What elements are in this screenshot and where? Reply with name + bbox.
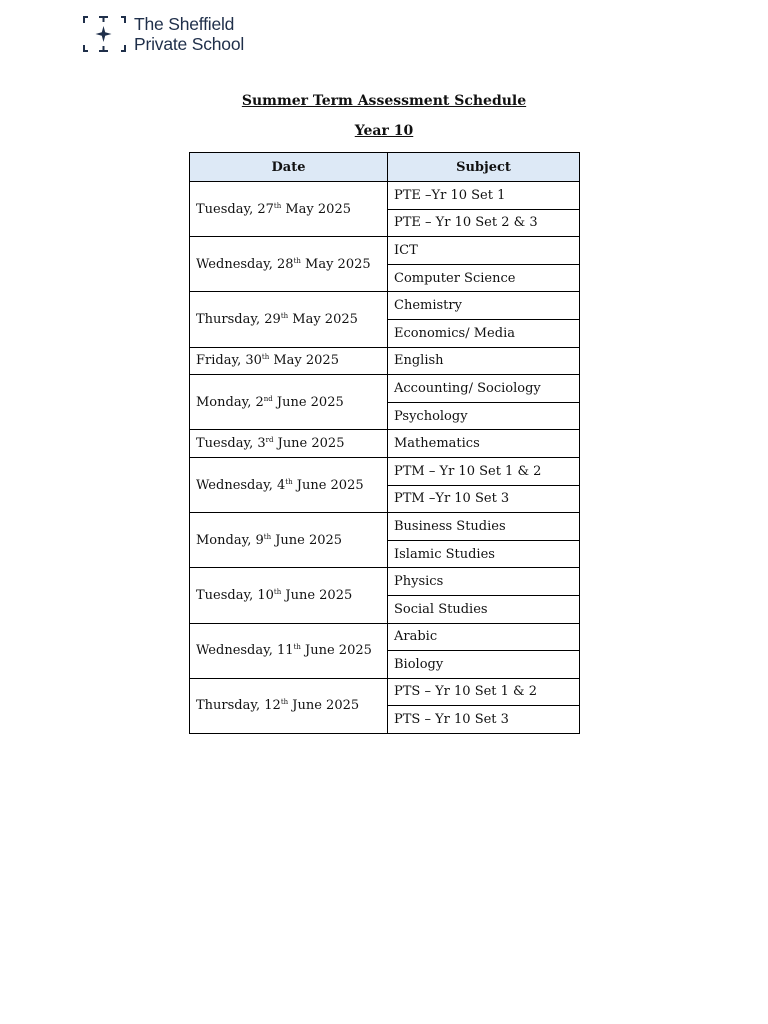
table-row [190,568,580,596]
table-row [190,457,580,485]
date-cell [190,678,388,733]
date-day: Tuesday, 27 [196,201,274,217]
date-cell [190,347,388,375]
subject-cell: PTS – Yr 10 Set 3 [388,706,580,734]
school-name [134,14,244,54]
date-day: Tuesday, 3 [196,436,266,452]
date-ordinal-suffix: th [293,256,301,265]
subject-cell: PTS – Yr 10 Set 1 & 2 [388,678,580,706]
date-month-year: May 2025 [281,201,351,217]
date-month-year: May 2025 [288,311,358,327]
table-row [190,623,580,651]
date-cell [190,457,388,512]
date-month-year: June 2025 [281,587,353,603]
date-cell [190,623,388,678]
table-row [190,678,580,706]
date-day: Friday, 30 [196,353,262,369]
subject-cell: Chemistry [388,292,580,320]
assessment-schedule-table [189,152,580,734]
table-row [190,182,580,210]
date-month-year: June 2025 [300,643,372,659]
subject-cell: Arabic [388,623,580,651]
page-title: Summer Term Assessment Schedule [241,93,527,109]
date-cell [190,182,388,237]
table-row [190,375,580,403]
subject-cell: Physics [388,568,580,596]
subject-cell: PTE – Yr 10 Set 2 & 3 [388,209,580,237]
subject-column-header: Subject [388,153,580,182]
table-row [190,430,580,458]
date-day: Tuesday, 10 [196,587,274,603]
table-row [190,347,580,375]
date-ordinal-suffix: th [273,201,282,210]
subject-cell: PTM – Yr 10 Set 1 & 2 [388,457,580,485]
table-row [190,237,580,265]
date-month-year: June 2025 [288,698,360,714]
date-ordinal-suffix: nd [263,394,273,403]
subject-cell: Psychology [388,402,580,430]
table-header-row [190,153,580,182]
school-logo [82,14,244,54]
date-ordinal-suffix: th [285,477,293,486]
subject-cell: ICT [388,237,580,265]
date-day: Thursday, 12 [196,698,281,714]
date-month-year: June 2025 [272,394,344,410]
date-month-year: June 2025 [271,532,343,548]
date-cell [190,292,388,347]
table-row [190,513,580,541]
subject-cell: Economics/ Media [388,319,580,347]
subject-cell: Computer Science [388,264,580,292]
date-cell [190,430,388,458]
date-month-year: May 2025 [269,353,339,369]
date-day: Wednesday, 4 [196,477,286,493]
schedule-body [190,182,580,734]
subject-cell: Islamic Studies [388,540,580,568]
date-column-header: Date [190,153,388,182]
date-day: Monday, 9 [196,532,264,548]
date-cell [190,513,388,568]
school-crest-icon [82,14,128,54]
school-name-line2: Private School [134,34,245,54]
school-name-line1: The Sheffield [134,14,235,34]
subject-cell: Business Studies [388,513,580,541]
subject-cell: PTM –Yr 10 Set 3 [388,485,580,513]
date-day: Wednesday, 28 [196,256,294,272]
date-ordinal-suffix: th [280,698,289,707]
date-ordinal-suffix: th [293,643,301,652]
date-ordinal-suffix: th [280,311,289,320]
subject-cell: Social Studies [388,595,580,623]
date-ordinal-suffix: th [261,353,270,362]
date-month-year: June 2025 [273,436,345,452]
date-ordinal-suffix: th [273,587,282,596]
subject-cell: Biology [388,651,580,679]
date-ordinal-suffix: th [263,532,272,541]
subject-cell: Mathematics [388,430,580,458]
subject-cell: PTE –Yr 10 Set 1 [388,182,580,210]
date-cell [190,568,388,623]
subject-cell: Accounting/ Sociology [388,375,580,403]
date-day: Thursday, 29 [196,311,281,327]
date-month-year: June 2025 [292,477,364,493]
date-cell [190,375,388,430]
date-ordinal-suffix: rd [265,436,274,445]
subject-cell: English [388,347,580,375]
date-month-year: May 2025 [300,256,371,272]
date-cell [190,237,388,292]
date-day: Monday, 2 [196,394,264,410]
date-day: Wednesday, 11 [196,643,294,659]
table-row [190,292,580,320]
page-subtitle: Year 10 [354,123,414,139]
